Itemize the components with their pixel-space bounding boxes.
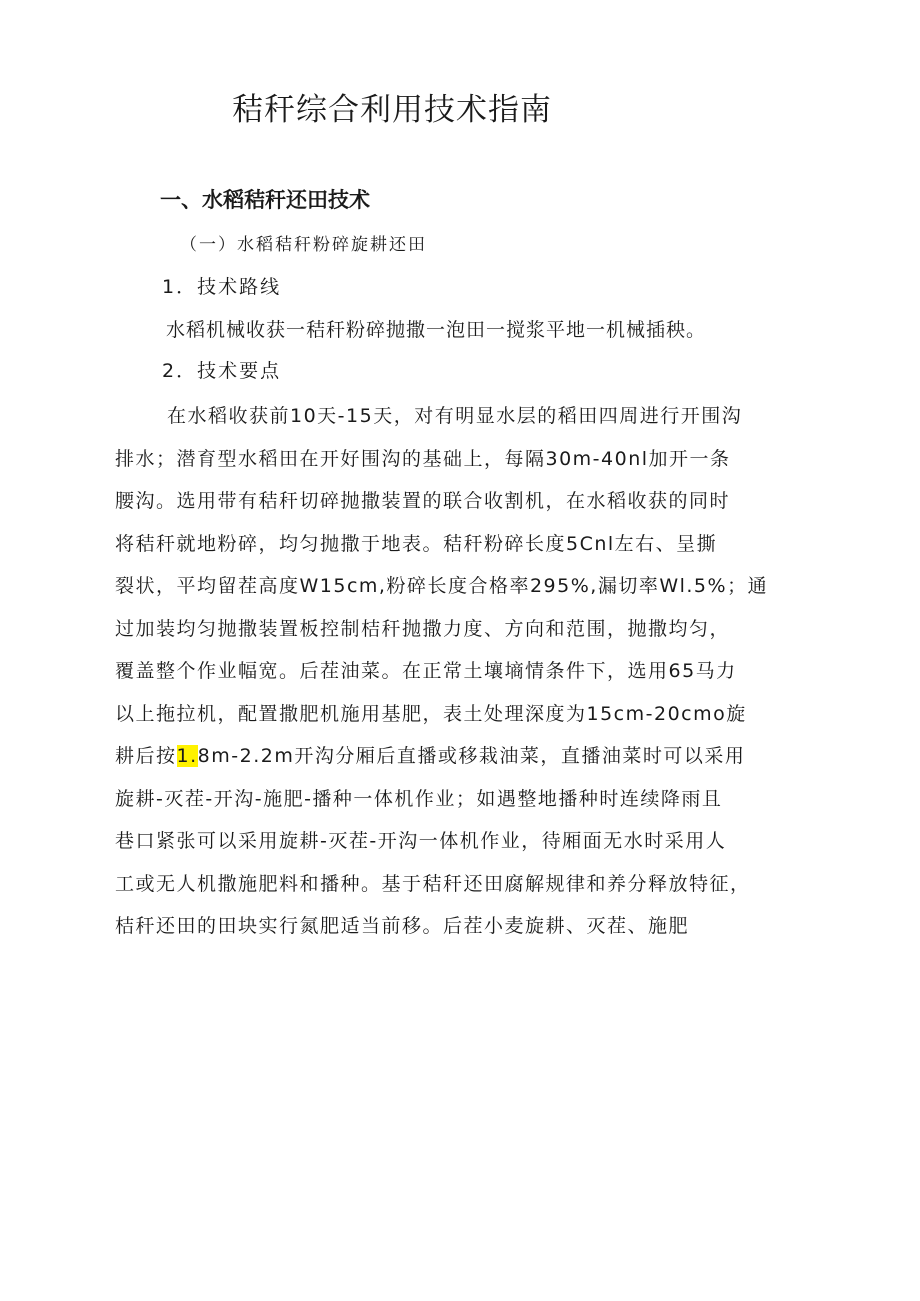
item-heading-points: 2．技术要点	[162, 360, 282, 382]
body-paragraph	[115, 395, 815, 948]
body-line-highlighted	[115, 735, 815, 778]
body-line: 工或无人机撒施肥料和播种。基于秸秆还田腐解规律和养分释放特征，	[115, 872, 751, 895]
body-line: 桔秆还田的田块实行氮肥适当前移。后茬小麦旋耕、灭茬、施肥	[115, 915, 690, 937]
body-line: 过加装均匀抛撒装置板控制桔秆抛撒力度、方向和范围，抛撒均匀，	[115, 617, 731, 640]
subsection-heading: （一）水稻秸秆粉碎旋耕还田	[180, 235, 427, 255]
body-line: 巷口紧张可以采用旋耕-灭茬-开沟一体机作业，待厢面无水时采用人	[115, 830, 727, 852]
text-highlight: 1.	[176, 745, 198, 767]
route-text: 水稻机械收获一秸秆粉碎抛撒一泡田一搅浆平地一机械插秧。	[166, 319, 707, 341]
document-title: 秸秆综合利用技术指南	[232, 92, 552, 128]
body-line: 裂状，平均留茬高度W15cm,粉碎长度合格率295%,漏切率Wl.5%；通	[115, 575, 769, 597]
body-line: 以上拖拉机，配置撒肥机施用基肥，表土处理深度为15cm-20cmo旋	[115, 702, 747, 725]
body-line: 将秸秆就地粉碎，均匀抛撒于地表。秸秆粉碎长度5Cnl左右、呈撕	[115, 532, 718, 555]
body-line: 覆盖整个作业幅宽。后茬油菜。在正常土壤墒情条件下，选用65马力	[115, 660, 737, 682]
body-line: 旋耕-灭茬-开沟-施肥-播种一体机作业；如遇整地播种时连续降雨且	[115, 787, 723, 810]
body-line: 排水；潜育型水稻田在开好围沟的基础上，每隔30m-40nl加开一条	[115, 447, 731, 470]
section-heading: 一、水稻秸秆还田技术	[160, 188, 370, 212]
highlight-after: 8m-2.2m开沟分厢后直播或移栽油菜，直播油菜时可以采用	[197, 745, 746, 767]
highlight-before: 耕后按	[115, 745, 177, 767]
body-line: 在水稻收获前10天-15天，对有明显水层的稻田四周进行开围沟	[167, 405, 743, 427]
item-heading-route: 1．技术路线	[162, 276, 282, 298]
body-line: 腰沟。选用带有秸秆切碎抛撒装置的联合收割机，在水稻收获的同时	[115, 490, 731, 512]
